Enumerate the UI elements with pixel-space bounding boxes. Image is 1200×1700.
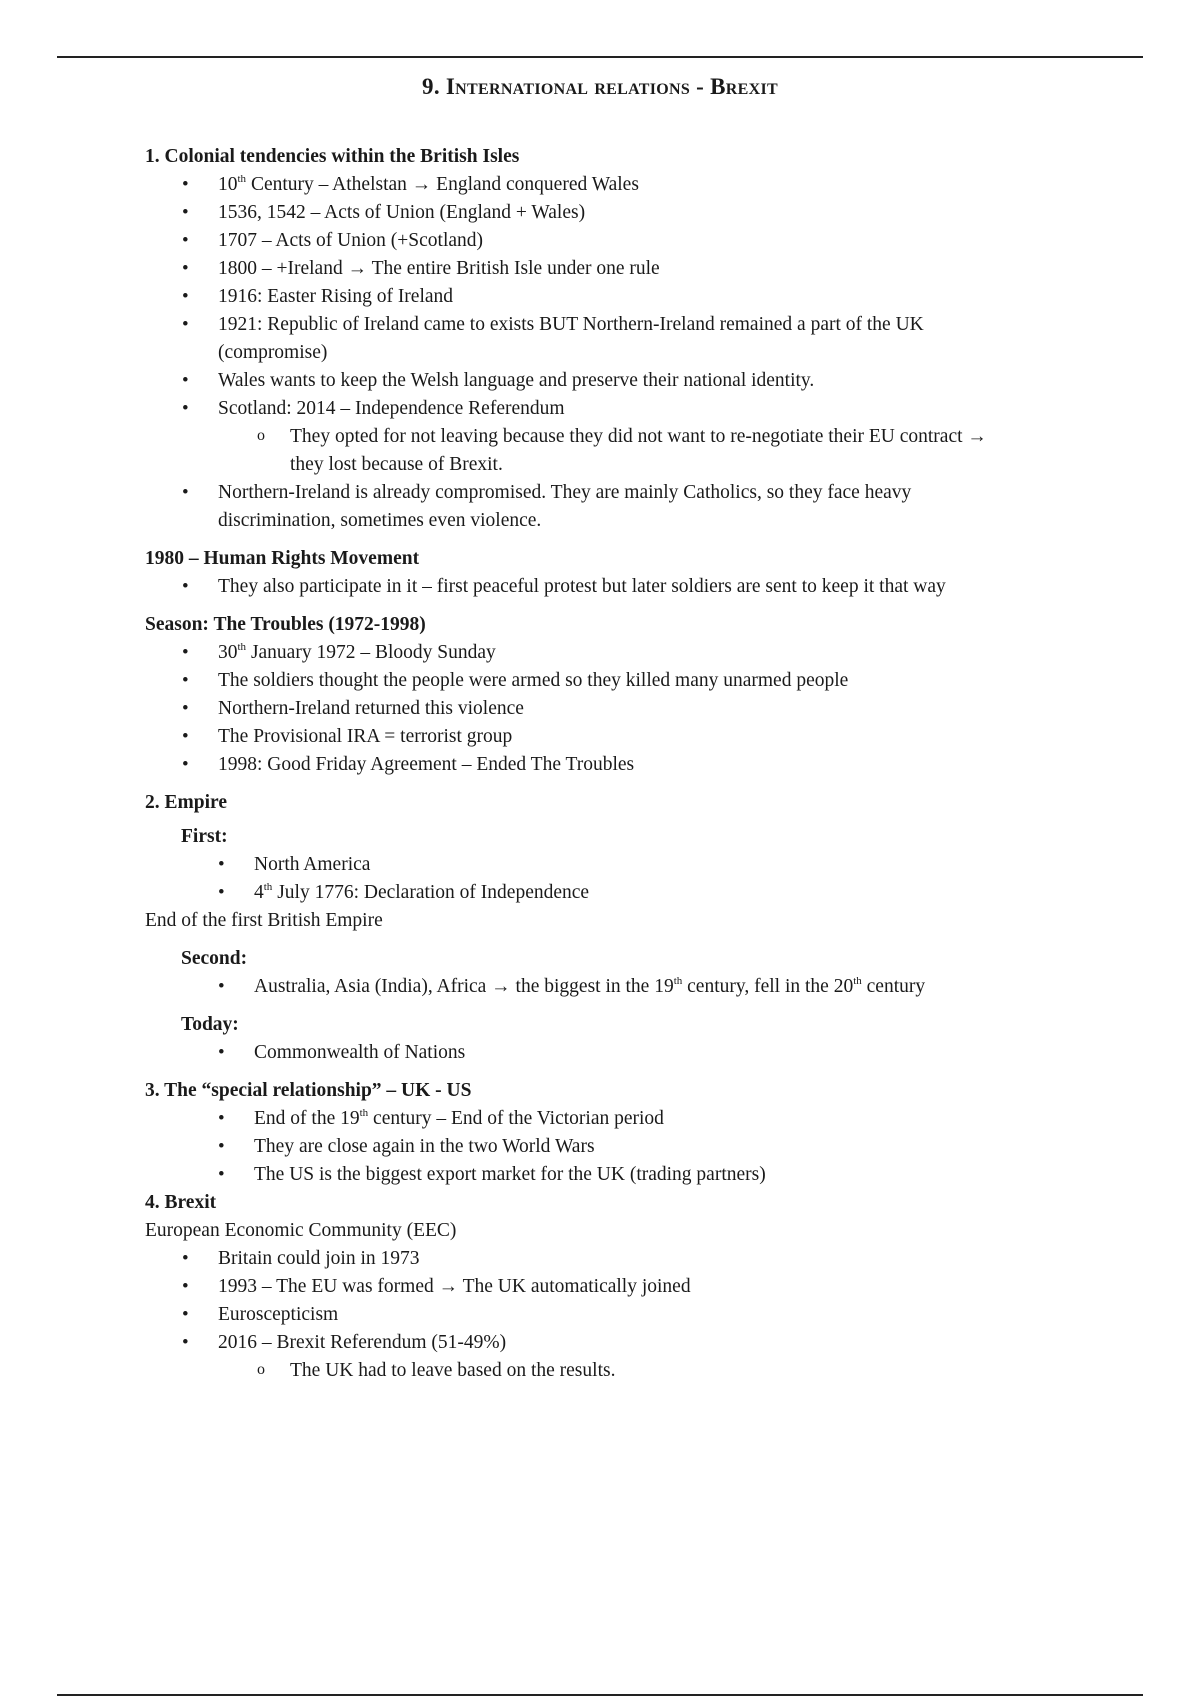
list-item: • Northern-Ireland returned this violence: [145, 695, 1145, 723]
empire-first-label: First:: [181, 826, 228, 847]
scotland-sublist: [145, 423, 1145, 479]
list-item: • Scotland: 2014 – Independence Referendum o They opted for not leaving because they did not want to re-negotiate their EU contract → they lost because of Brexit.: [145, 395, 1145, 479]
section-heading-empire: 2. Empire: [145, 792, 227, 813]
section-heading-special-relationship: 3. The “special relationship” – UK - US: [145, 1080, 472, 1101]
list-item: • 1707 – Acts of Union (+Scotland): [145, 227, 1145, 255]
section-heading-troubles: Season: The Troubles (1972-1998): [145, 614, 426, 635]
list-item: • Commonwealth of Nations: [145, 1039, 1145, 1067]
list-item: • 1998: Good Friday Agreement – Ended The Troubles: [145, 751, 1145, 779]
list-item: • The soldiers thought the people were armed so they killed many unarmed people: [145, 667, 1145, 695]
list-item: • 10th Century – Athelstan → England conquered Wales: [145, 171, 1145, 199]
brexit-sublist: [145, 1357, 1145, 1385]
list-item: • 1921: Republic of Ireland came to exists BUT Northern-Ireland remained a part of the UK (compromise): [145, 311, 1145, 367]
list-item: • 2016 – Brexit Referendum (51-49%) o The UK had to leave based on the results.: [145, 1329, 1145, 1385]
list-item: • 30th January 1972 – Bloody Sunday: [145, 639, 1145, 667]
list-item: • Britain could join in 1973: [145, 1245, 1145, 1273]
list-item: • They are close again in the two World Wars: [145, 1133, 1145, 1161]
list-item: • 1536, 1542 – Acts of Union (England + Wales): [145, 199, 1145, 227]
list-item: • Northern-Ireland is already compromised. They are mainly Catholics, so they face heavy discrimination, sometimes even violence.: [145, 479, 1145, 535]
bottom-rule: [57, 1694, 1143, 1696]
list-item: • 1993 – The EU was formed → The UK automatically joined: [145, 1273, 1145, 1301]
list-item: • Euroscepticism: [145, 1301, 1145, 1329]
section-heading-1980: 1980 – Human Rights Movement: [145, 548, 420, 569]
document-body: [145, 143, 1145, 1385]
list-item: • 4th July 1776: Declaration of Independence: [145, 879, 1145, 907]
list-item: • Australia, Asia (India), Africa → the biggest in the 19th century, fell in the 20th century: [145, 973, 1145, 1001]
top-rule: [57, 56, 1143, 58]
special-relationship-list: [145, 1105, 1145, 1189]
section-heading-colonial: 1. Colonial tendencies within the British Isles: [145, 146, 520, 167]
list-item: • End of the 19th century – End of the Victorian period: [145, 1105, 1145, 1133]
empire-today-label: Today:: [181, 1014, 239, 1035]
empire-first-list: [145, 851, 1145, 907]
empire-end-text: End of the first British Empire: [145, 910, 383, 931]
brexit-list: [145, 1245, 1145, 1385]
colonial-list: [145, 171, 1145, 535]
troubles-list: [145, 639, 1145, 779]
section-heading-brexit: 4. Brexit: [145, 1192, 217, 1213]
empire-today-list: [145, 1039, 1145, 1067]
sub-list-item: o The UK had to leave based on the results.: [145, 1357, 1145, 1385]
list-item: • The US is the biggest export market for the UK (trading partners): [145, 1161, 1145, 1189]
empire-second-label: Second:: [181, 948, 248, 969]
page-title: 9. International relations - Brexit: [422, 74, 778, 99]
brexit-intro: European Economic Community (EEC): [145, 1220, 457, 1241]
human-rights-list: [145, 573, 1145, 601]
list-item: • They also participate in it – first peaceful protest but later soldiers are sent to keep it that way: [145, 573, 1145, 601]
list-item: • The Provisional IRA = terrorist group: [145, 723, 1145, 751]
sub-list-item: o They opted for not leaving because they did not want to re-negotiate their EU contract → they lost because of Brexit.: [145, 423, 1145, 479]
list-item: • 1916: Easter Rising of Ireland: [145, 283, 1145, 311]
list-item: • 1800 – +Ireland → The entire British Isle under one rule: [145, 255, 1145, 283]
list-item: • North America: [145, 851, 1145, 879]
empire-second-list: [145, 973, 1145, 1001]
list-item: • Wales wants to keep the Welsh language and preserve their national identity.: [145, 367, 1145, 395]
